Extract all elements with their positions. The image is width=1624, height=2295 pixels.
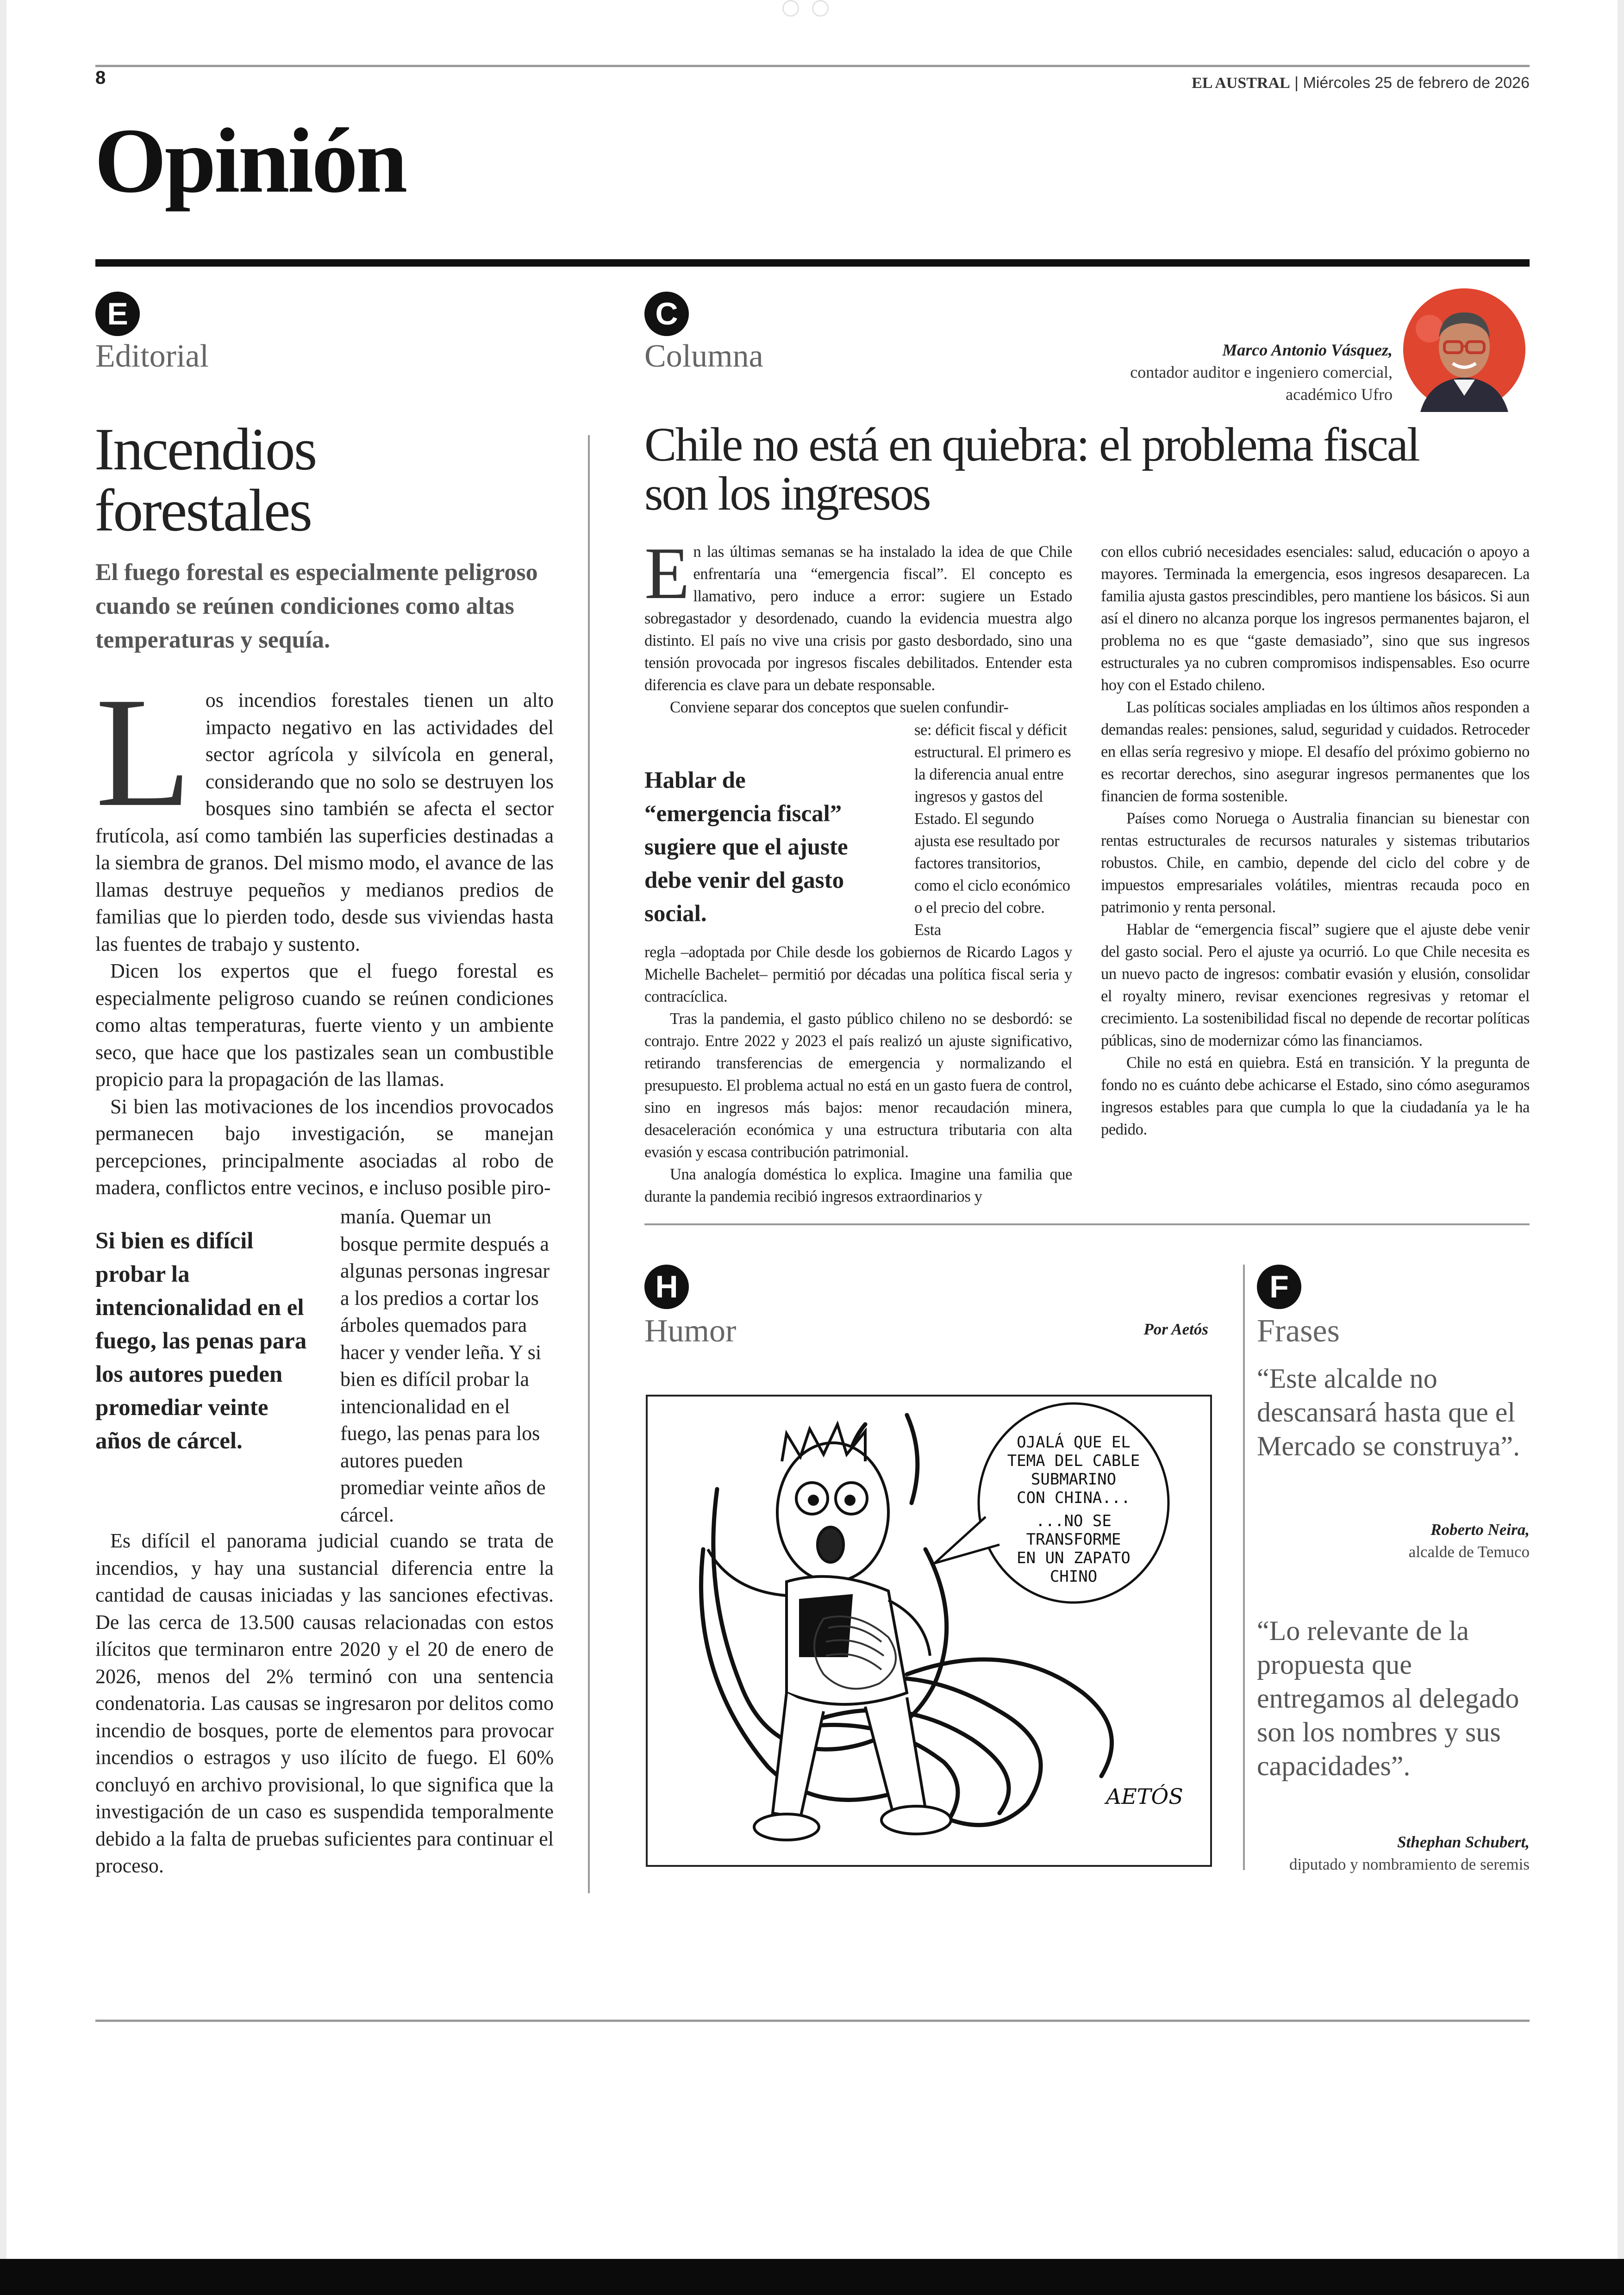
column-badge: C bbox=[644, 292, 689, 336]
column-paragraph-3: Tras la pandemia, el gasto público chileno no se desbordó: se contrajo. Entre 2022 y 2023 el país realizó un ajuste significativo, retirando transferencias de emergencia y normalizando el presupuesto. El problema actual no está en un gasto fuera de control, sino en ingresos más bajos: menor recaudación minera, desaceleración económica y una estructura tributaria con alta evasión y escasa contribución patrimonial. bbox=[644, 1010, 1072, 1161]
bubble-line-3: SUBMARINO bbox=[1031, 1470, 1117, 1489]
frases-badge: F bbox=[1257, 1265, 1301, 1309]
humor-cartoon bbox=[646, 1395, 1212, 1867]
column-paragraph-2: Conviene separar dos conceptos que suelen confundir- bbox=[670, 698, 1009, 716]
frase-role-1: alcalde de Temuco bbox=[1408, 1543, 1530, 1561]
bubble-line-4: CON CHINA... bbox=[1017, 1489, 1131, 1507]
column-label: Columna bbox=[644, 338, 763, 374]
editorial-body-bottom bbox=[95, 1528, 554, 1880]
author-portrait bbox=[1402, 287, 1527, 412]
bubble-line-6: TRANSFORME bbox=[1026, 1530, 1121, 1549]
editorial-headline-line1: Incendios bbox=[94, 416, 316, 483]
frase-role-2: diputado y nombramiento de seremis bbox=[1289, 1855, 1530, 1873]
header-top-rule bbox=[95, 65, 1530, 67]
column-paragraph-9: Chile no está en quiebra. Está en transición. Y la pregunta de fondo no es cuánto debe achicarse el Estado, sino cómo aseguramos ingresos estables para que cumpla lo que la ciudadanía ya le ha pedido. bbox=[1101, 1054, 1530, 1138]
frase-quote-1: “Este alcalde no descansará hasta que el Mercado se construya”. bbox=[1257, 1363, 1520, 1461]
masthead-line: EL AUSTRAL | Miércoles 25 de febrero de 2026 bbox=[1192, 74, 1530, 92]
column-paragraph-4: Una analogía doméstica lo explica. Imagine una familia que durante la pandemia recibió ingresos extraordinarios y bbox=[644, 1166, 1072, 1205]
column-paragraph-2c: regla –adoptada por Chile desde los gobiernos de Ricardo Lagos y Michelle Bachelet– permitió por décadas una política fiscal seria y contracíclica. bbox=[644, 943, 1072, 1005]
page-number: 8 bbox=[95, 68, 106, 88]
column-paragraph-5: con ellos cubrió necesidades esenciales: salud, educación o apoyo a mayores. Terminada la emergencia, esos ingresos desaparecen. La familia ajusta gastos prescindibles, pero mantiene los básicos. Si aun así el dinero no alcanza porque los ingresos permanentes bajaron, el problema no es que “gaste demasiado”, sino que sus ingresos estructurales ya no cubren compromisos indispensables. Eso ocurre hoy con el Estado chileno. bbox=[1101, 543, 1530, 694]
editorial-column-divider bbox=[588, 435, 590, 1893]
humor-label: Humor bbox=[644, 1313, 737, 1349]
editorial-paragraph-3b: manía. Quemar un bosque permite después a algunas personas ingresar a los predios a cortar los árboles quemados para hacer y vender leña. Y si bien es difícil probar la intencionalidad en el fuego, las penas para los autores pueden promediar veinte años de cárcel. bbox=[340, 1205, 550, 1526]
editorial-body-top bbox=[95, 665, 554, 1202]
editorial-drop-cap: L bbox=[95, 665, 192, 839]
bubble-line-5: ...NO SE bbox=[1036, 1512, 1112, 1530]
page-indicator-dots bbox=[782, 0, 847, 16]
column-paragraph-1: n las últimas semanas se ha instalado la idea de que Chile enfrentaría una “emergencia fiscal”. El concepto es llamativo, pero induce a error: sugiere un Estado sobregastador y desordenado, cuando la evidencia muestra algo distinto. El país no vive una crisis por gasto desbordado, sino una tensión provocada por ingresos fiscales debilitados. Entender esta diferencia es clave para un debate responsable. bbox=[644, 543, 1072, 694]
column-body-left-bottom bbox=[644, 941, 1072, 1208]
column-headline-line1: Chile no está en quiebra: el problema fiscal bbox=[644, 418, 1419, 471]
editorial-deck: El fuego forestal es especialmente peligroso cuando se reúnen condiciones como altas temperaturas y sequía. bbox=[95, 559, 538, 653]
frase-quote-2: “Lo relevante de la propuesta que entregamos al delegado son los nombres y sus capacidades”. bbox=[1257, 1615, 1519, 1781]
frases-column-divider bbox=[1243, 1265, 1245, 1870]
column-paragraph-7: Países como Noruega o Australia financian su bienestar con rentas estructurales de recursos naturales y sistemas tributarios robustos. Chile, en cambio, depende del ciclo del cobre y de impuestos empresariales volátiles, mientras recauda poco en patrimonio y renta personal. bbox=[1101, 810, 1530, 916]
right-margin-strip bbox=[1618, 0, 1624, 2264]
bubble-line-8: CHINO bbox=[1049, 1567, 1098, 1586]
column-author-role-1: contador auditor e ingeniero comercial, bbox=[1130, 363, 1393, 381]
frase-author-2: Sthephan Schubert, bbox=[1397, 1833, 1530, 1851]
editorial-pull-quote: Si bien es difícil probar la intencionalidad en el fuego, las penas para los autores pueden promediar veinte años de cárcel. bbox=[95, 1228, 307, 1454]
column-body-right bbox=[1101, 541, 1530, 1141]
section-thick-rule bbox=[95, 259, 1530, 267]
column-body-left-top bbox=[644, 532, 1072, 718]
bubble-line-2: TEMA DEL CABLE bbox=[1007, 1452, 1140, 1470]
viewer-bottom-bar bbox=[0, 2259, 1624, 2295]
humor-badge: H bbox=[644, 1265, 689, 1309]
bubble-line-1: OJALÁ QUE EL bbox=[1017, 1433, 1131, 1452]
column-pull-quote: Hablar de “emergencia fiscal” sugiere que el ajuste debe venir del gasto social. bbox=[644, 767, 848, 927]
cartoon-signature: AETÓS bbox=[1106, 1784, 1183, 1809]
column-paragraph-8: Hablar de “emergencia fiscal” sugiere que el ajuste debe venir del gasto social. Pero el ajuste ya ocurrió. Lo que Chile necesita es un nuevo pacto de ingresos: combatir evasión y elusión, consolidar el royalty minero, revisar exenciones regresivas y retomar el crecimiento. La sostenibilidad fiscal no depende de recortar políticas públicas, sino de modernizar cómo las financiamos. bbox=[1101, 921, 1530, 1049]
section-title: Opinión bbox=[94, 110, 406, 212]
editorial-badge: E bbox=[95, 292, 140, 336]
editorial-headline-line2: forestales bbox=[94, 477, 312, 544]
editorial-paragraph-1: os incendios forestales tienen un alto impacto negativo en las actividades del sector agrícola y silvícola en general, considerando que no solo se destruyen los bosques sino también se afecta el sector frutícola, así como también las superficies destinadas a la siembra de granos. Del mismo modo, el avance de las llamas destruye pequeños y medianos predios de familias que lo pierden todo, desde sus viviendas hasta las fuentes de trabajo y sustento. bbox=[95, 689, 554, 955]
page-bottom-rule bbox=[95, 2020, 1530, 2022]
column-headline-line2: son los ingresos bbox=[644, 467, 930, 520]
newspaper-name: EL AUSTRAL bbox=[1192, 75, 1290, 92]
frase-author-1: Roberto Neira, bbox=[1430, 1521, 1530, 1539]
editorial-paragraph-3: Si bien las motivaciones de los incendios provocados permanecen bajo investigación, se manejan percepciones, principalmente asociadas al robo de madera, conflictos entre vecinos, e incluso posible piro- bbox=[95, 1095, 554, 1199]
left-margin-strip bbox=[0, 0, 6, 2264]
editorial-headline bbox=[94, 416, 557, 544]
column-author-block bbox=[1130, 339, 1393, 405]
column-body-narrow bbox=[914, 719, 1072, 941]
frases-label: Frases bbox=[1257, 1313, 1340, 1349]
column-author-role-2: académico Ufro bbox=[1286, 385, 1393, 404]
humor-byline: Por Aetós bbox=[1143, 1320, 1208, 1338]
column-paragraph-6: Las políticas sociales ampliadas en los últimos años responden a demandas reales: pensiones, salud, seguridad y cuidados. Retroceder en ellas sería regresivo y miope. El desafío del próximo gobierno no es recortar derechos, sino asegurar ingresos permanentes que los financien de forma sostenible. bbox=[1101, 698, 1530, 805]
column-drop-cap: E bbox=[644, 532, 690, 614]
editorial-paragraph-4: Es difícil el panorama judicial cuando se trata de incendios, y hay una sustancial diferencia entre la cantidad de causas iniciadas y las sanciones efectivas. De las cerca de 13.500 causas relacionadas con estos ilícitos que terminaron entre 2020 y el 20 de enero de 2026, menos del 2% terminó con una sentencia condenatoria. Las causas se ingresaron por delitos como incendio de bosques, porte de elementos para provocar incendios o estragos y uso ilícito de fuego. El 60% concluyó en archivo provisional, lo que significa que la investigación de un caso es suspendida temporalmente debido a la falta de pruebas suficientes para continuar el proceso. bbox=[95, 1529, 554, 1877]
cartoon-drawing bbox=[648, 1397, 1210, 1865]
issue-date: Miércoles 25 de febrero de 2026 bbox=[1303, 74, 1530, 92]
column-paragraph-2b: se: déficit fiscal y déficit estructural. El primero es la diferencia anual entre ingresos y gastos del Estado. El segundo ajusta ese resultado por factores transitorios, como el ciclo económico o el precio del cobre. Esta bbox=[914, 721, 1071, 939]
column-author-name: Marco Antonio Vásquez, bbox=[1222, 341, 1393, 359]
editorial-label: Editorial bbox=[95, 338, 209, 374]
column-headline bbox=[644, 420, 1524, 518]
editorial-paragraph-2: Dicen los expertos que el fuego forestal es especialmente peligroso cuando se reúnen condiciones como altas temperaturas, fuerte viento y un ambiente seco, que hace que los pastizales sean un combustible propicio para la propagación de las llamas. bbox=[95, 960, 554, 1091]
editorial-paragraph-3-cont bbox=[340, 1204, 551, 1528]
column-bottom-rule bbox=[644, 1223, 1530, 1225]
bubble-line-7: EN UN ZAPATO bbox=[1017, 1549, 1131, 1567]
